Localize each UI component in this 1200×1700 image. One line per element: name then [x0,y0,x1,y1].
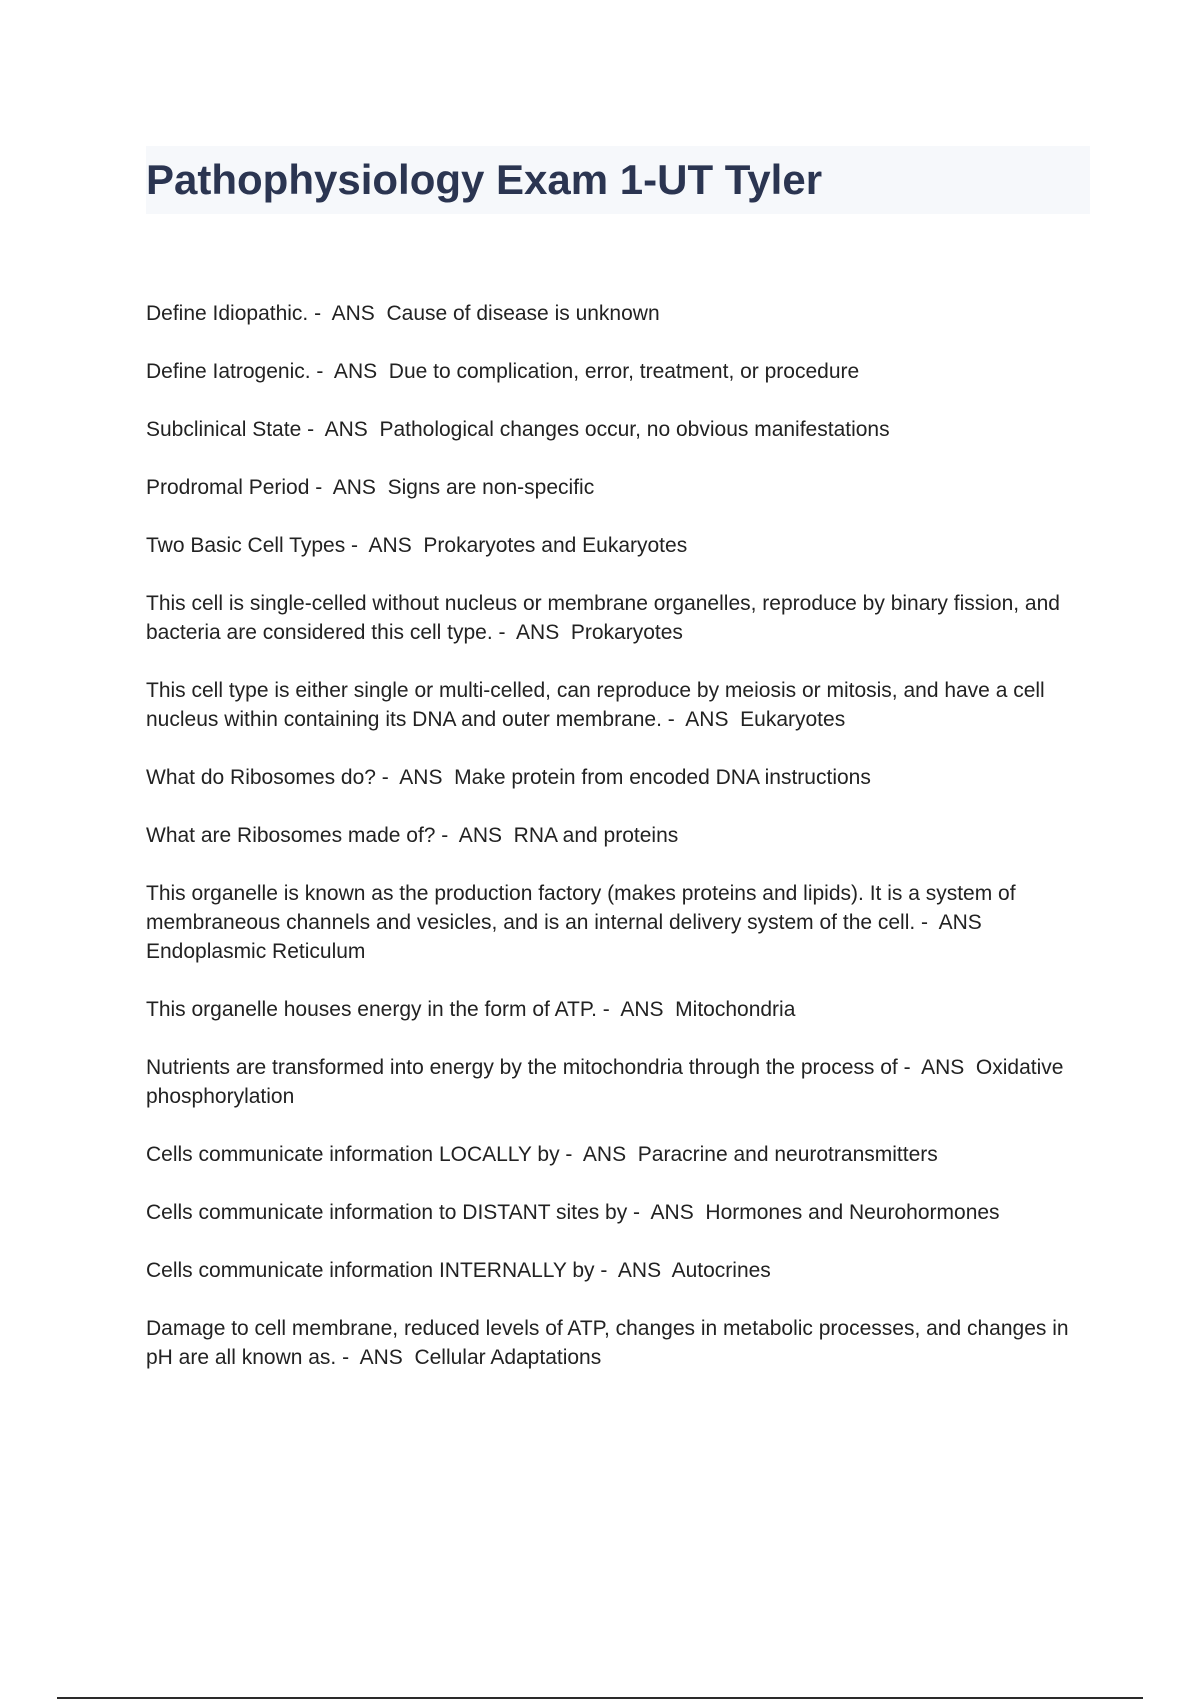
question-text: Prodromal Period - ANS [146,476,388,499]
qa-item-12 [146,1053,1090,1111]
answer-text: Make protein from encoded DNA instructions [454,766,871,789]
qa-item-9 [146,821,1090,850]
qa-item-10 [146,879,1090,966]
question-text: Cells communicate information LOCALLY by - ANS [146,1143,638,1166]
qa-item-5 [146,531,1090,560]
question-text: This organelle is known as the production factory (makes proteins and lipids). It is a system of membraneous channels and vesicles, and is an internal delivery system of the cell. - ANS [146,882,1022,934]
qa-list [146,299,1090,1401]
question-text: What do Ribosomes do? - ANS [146,766,455,789]
qa-item-1 [146,299,1090,328]
answer-text: Cause of disease is unknown [386,302,660,325]
question-text: Nutrients are transformed into energy by the mitochondria through the process of - ANS [146,1056,976,1079]
answer-text: Pathological changes occur, no obvious manifestations [379,418,890,441]
answer-text: Mitochondria [675,998,796,1021]
qa-item-14 [146,1198,1090,1227]
qa-item-3 [146,415,1090,444]
qa-item-16 [146,1314,1090,1372]
answer-text: Prokaryotes [570,621,683,644]
answer-text: Signs are non-specific [387,476,595,499]
question-text: Damage to cell membrane, reduced levels of ATP, changes in metabolic processes, and changes in pH are all known as. - ANS [146,1317,1075,1369]
answer-text: Prokaryotes and Eukaryotes [423,534,688,557]
question-text: Define Idiopathic. - ANS [146,302,387,325]
question-text: Subclinical State - ANS [146,418,380,441]
title-band [146,146,1090,214]
answer-text: RNA and proteins [513,824,679,847]
answer-text: Eukaryotes [740,708,846,731]
question-text: Cells communicate information to DISTANT sites by - ANS [146,1201,706,1224]
qa-item-13 [146,1140,1090,1169]
answer-text: Paracrine and neurotransmitters [637,1143,938,1166]
qa-item-7 [146,676,1090,734]
question-text: Cells communicate information INTERNALLY by - ANS [146,1259,672,1282]
question-text: What are Ribosomes made of? - ANS [146,824,514,847]
answer-text: Endoplasmic Reticulum [146,940,366,963]
question-text: This organelle houses energy in the form of ATP. - ANS [146,998,676,1021]
answer-text: Due to complication, error, treatment, or procedure [388,360,860,383]
qa-item-6 [146,589,1090,647]
qa-item-8 [146,763,1090,792]
qa-item-4 [146,473,1090,502]
question-text: This cell type is either single or multi-celled, can reproduce by meiosis or mitosis, and have a cell nucleus within containing its DNA and outer membrane. - ANS [146,679,1051,731]
answer-text: Cellular Adaptations [414,1346,602,1369]
question-text: Define Iatrogenic. - ANS [146,360,389,383]
question-text: Two Basic Cell Types - ANS [146,534,424,557]
answer-text: Oxidative phosphorylation [146,1056,1070,1108]
qa-item-15 [146,1256,1090,1285]
qa-item-11 [146,995,1090,1024]
answer-text: Hormones and Neurohormones [705,1201,1000,1224]
page-title: Pathophysiology Exam 1-UT Tyler [146,156,823,203]
question-text: This cell is single-celled without nucleus or membrane organelles, reproduce by binary fission, and bacteria are considered this cell type. - ANS [146,592,1066,644]
bottom-divider [57,1697,1143,1699]
qa-item-2 [146,357,1090,386]
answer-text: Autocrines [671,1259,771,1282]
